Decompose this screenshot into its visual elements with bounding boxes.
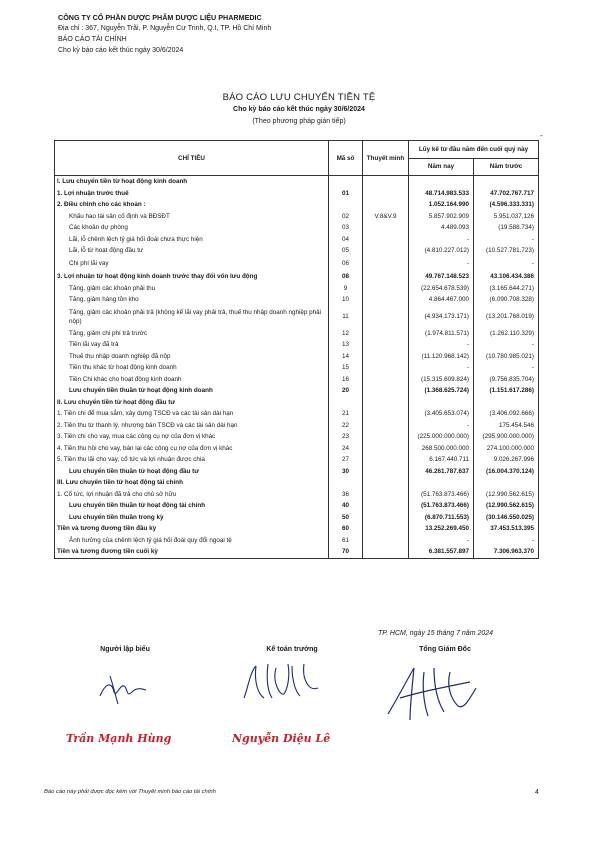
row-value-this-year: 6.381.557.897 [409,546,474,558]
row-item-label: Lưu chuyển tiền thuần từ hoạt động tài chính [55,500,329,512]
company-header [58,12,271,56]
row-value-this-year: 49.767.148.523 [409,270,474,283]
row-value-this-year: 1.052.164.990 [409,199,474,211]
row-value-this-year: (51.763.873.466) [409,500,474,512]
row-value-this-year: 5.857.902.909 [409,211,474,223]
row-note [363,176,409,188]
footer-note: Báo cáo này phải được đọc kèm với Thuyết minh báo cáo tài chính [44,789,216,795]
table-row [55,176,539,188]
row-code: 06 [329,257,363,270]
row-note [363,294,409,306]
row-value-last-year: - [474,362,539,374]
row-value-last-year: 274.100.000.000 [474,443,539,455]
row-code: 60 [329,523,363,535]
row-item-label: 2. Tiền thu từ thanh lý, nhượng bán TSCĐ và các tài sản dài hạn [55,420,329,432]
row-value-this-year: (11.120.968.142) [409,351,474,363]
row-value-this-year: (6.870.711.553) [409,512,474,524]
row-code: 22 [329,420,363,432]
table-row [55,443,539,455]
table-row [55,351,539,363]
chief-accountant-name: Nguyễn Diệu Lê [232,732,331,745]
row-code [329,176,363,188]
row-item-label: 1. Cổ tức, lợi nhuận đã trả cho chủ sở hữu [55,489,329,501]
row-value-last-year: 9.026.267.996 [474,454,539,466]
row-note [363,245,409,257]
row-code [329,199,363,211]
row-value-this-year: (4.934.173.171) [409,306,474,328]
row-value-last-year [474,176,539,188]
table-row [55,328,539,340]
row-code: 12 [329,328,363,340]
row-item-label: Thuế thu nhập doanh nghiệp đã nộp [55,351,329,363]
row-code: 23 [329,431,363,443]
row-item-label: Chi phí lãi vay [55,257,329,270]
row-note [363,328,409,340]
row-item-label: Tăng, giảm các khoản phải thu [55,283,329,295]
table-row [55,512,539,524]
row-value-last-year: - [474,535,539,547]
table-row [55,454,539,466]
table-row [55,257,539,270]
row-value-last-year: (30.146.550.025) [474,512,539,524]
row-value-this-year: 268.500.000.000 [409,443,474,455]
row-value-this-year: - [409,339,474,351]
row-value-this-year: (51.763.873.466) [409,489,474,501]
row-code: 13 [329,339,363,351]
row-value-last-year: (1.262.110.329) [474,328,539,340]
row-value-last-year: 43.106.434.386 [474,270,539,283]
row-value-this-year: - [409,234,474,246]
table-row [55,535,539,547]
table-row [55,339,539,351]
header-this-year: Năm nay [409,158,474,176]
row-note [363,339,409,351]
row-note [363,535,409,547]
row-item-label: Tăng, giảm hàng tồn kho [55,294,329,306]
row-note [363,512,409,524]
table-row [55,397,539,409]
row-code: 08 [329,270,363,283]
row-item-label: 5. Tiền thu lãi cho vay, cổ tức và lợi nhuận được chia [55,454,329,466]
row-code [329,397,363,409]
row-value-last-year: (1.151.617.286) [474,385,539,397]
row-value-this-year: 48.714.983.533 [409,188,474,200]
row-item-label: Tiền Chi khác cho hoạt động kinh doanh [55,374,329,386]
row-code: 9 [329,283,363,295]
row-value-last-year: (9.756.835.704) [474,374,539,386]
table-row [55,362,539,374]
row-code: 05 [329,245,363,257]
row-note [363,546,409,558]
row-item-label: 3. Lợi nhuận từ hoạt động kinh doanh trước thay đổi vốn lưu động [55,270,329,283]
table-row [55,500,539,512]
table-row [55,374,539,386]
row-value-this-year: - [409,257,474,270]
row-value-this-year: (22.654.678.539) [409,283,474,295]
chief-accountant-title: Kế toán trưởng [266,646,318,653]
header-code: Mã số [329,141,363,176]
row-item-label: 4. Tiền thu hồi cho vay, bán lại các công cụ nợ của đơn vị khác [55,443,329,455]
row-value-last-year: (13.201.768.019) [474,306,539,328]
row-note [363,454,409,466]
row-value-last-year: 47.702.767.717 [474,188,539,200]
row-code: 61 [329,535,363,547]
row-code [329,477,363,489]
table-row [55,523,539,535]
row-value-this-year: 6.167.440.711 [409,454,474,466]
table-row [55,431,539,443]
row-item-label: I. Lưu chuyển tiền từ hoạt động kinh doanh [55,176,329,188]
table-row [55,199,539,211]
row-note [363,385,409,397]
header-item: CHỈ TIÊU [55,141,329,176]
row-code: 01 [329,188,363,200]
row-value-last-year: (16.004.370.124) [474,466,539,478]
row-item-label: Tăng, giảm các khoản phải trả (không kể lãi vay phải trả, thuế thu nhập doanh nghiệp phải nộp) [55,306,329,328]
row-item-label: 1. Lợi nhuận trước thuế [55,188,329,200]
row-item-label: Khấu hao tài sản cố định và BĐSĐT [55,211,329,223]
row-code: 36 [329,489,363,501]
table-row [55,420,539,432]
row-value-last-year: 37.453.513.395 [474,523,539,535]
row-value-this-year: (15.315.609.824) [409,374,474,386]
row-note [363,443,409,455]
row-item-label: 2. Điều chỉnh cho các khoản : [55,199,329,211]
row-item-label: Lưu chuyển tiền thuần trong kỳ [55,512,329,524]
row-item-label: Tăng, giảm chi phí trả trước [55,328,329,340]
table-row [55,546,539,558]
row-code: 11 [329,306,363,328]
row-value-last-year: (4.596.333.331) [474,199,539,211]
director-title: Tổng Giám Đốc [419,646,471,653]
table-row [55,477,539,489]
row-code: 03 [329,222,363,234]
row-note [363,222,409,234]
row-item-label: 3. Tiền chi cho vay, mua các công cụ nợ của đơn vị khác [55,431,329,443]
row-note: V.8&V.9 [363,211,409,223]
row-code: 24 [329,443,363,455]
row-item-label: Tiền và tương đương tiền đầu kỳ [55,523,329,535]
table-row [55,385,539,397]
row-value-this-year [409,397,474,409]
row-value-last-year: (3.406.092.666) [474,408,539,420]
row-note [363,374,409,386]
row-note [363,523,409,535]
row-note [363,306,409,328]
row-value-last-year: (19.588.734) [474,222,539,234]
row-value-this-year [409,176,474,188]
row-code: 20 [329,385,363,397]
row-value-last-year [474,477,539,489]
table-row [55,294,539,306]
row-code: 40 [329,500,363,512]
row-code: 50 [329,512,363,524]
row-note [363,489,409,501]
row-code: 04 [329,234,363,246]
row-value-last-year [474,397,539,409]
table-row [55,245,539,257]
row-item-label: Lãi, lỗ từ hoạt động đầu tư [55,245,329,257]
row-note [363,397,409,409]
row-item-label: 1. Tiền chi để mua sắm, xây dựng TSCĐ và các tài sản dài hạn [55,408,329,420]
report-type: BÁO CÁO TÀI CHÍNH [58,36,127,43]
report-subtitle: Cho kỳ báo cáo kết thúc ngày 30/6/2024 [233,106,365,113]
report-method: (Theo phương pháp gián tiếp) [252,118,346,125]
row-value-last-year: (6.090.708.328) [474,294,539,306]
header-cumulative: Lũy kế từ đầu năm đến cuối quý này [409,141,539,159]
row-note [363,283,409,295]
row-value-last-year: (10.527.781.723) [474,245,539,257]
company-address: Địa chỉ : 367, Nguyễn Trãi, P. Nguyễn Cư Trinh, Q.I, TP. Hồ Chí Minh [58,25,272,32]
director-signature [380,658,490,728]
row-value-this-year: (1.368.625.724) [409,385,474,397]
row-value-last-year: - [474,257,539,270]
row-value-this-year: (4.810.227.012) [409,245,474,257]
table-row [55,408,539,420]
table-row [55,270,539,283]
table-row [55,466,539,478]
row-code: 30 [329,466,363,478]
table-row [55,283,539,295]
row-item-label: Lãi, lỗ chênh lệch tỷ giá hối đoái chưa thực hiện [55,234,329,246]
preparer-signature [96,668,156,708]
table-row [55,211,539,223]
row-value-last-year: - [474,234,539,246]
row-value-this-year: (225.000.000.000) [409,431,474,443]
row-code: 02 [329,211,363,223]
row-note [363,270,409,283]
row-note [363,188,409,200]
row-value-this-year: (1.974.811.571) [409,328,474,340]
row-value-this-year: 4.864.467.000 [409,294,474,306]
row-value-this-year: - [409,420,474,432]
row-item-label: Lưu chuyển tiền thuần từ hoạt động kinh doanh [55,385,329,397]
row-value-last-year: 7.306.963.370 [474,546,539,558]
row-item-label: Tiền và tương đương tiền cuối kỳ [55,546,329,558]
row-note [363,408,409,420]
row-note [363,500,409,512]
row-item-label: Tiền thu khác từ hoạt động kinh doanh [55,362,329,374]
row-value-last-year: - [474,339,539,351]
row-item-label: II. Lưu chuyển tiền từ hoạt động đầu tư [55,397,329,409]
row-value-this-year [409,477,474,489]
header-note: Thuyết minh [363,141,409,176]
row-value-last-year: (295.900.000.000) [474,431,539,443]
row-note [363,362,409,374]
row-code: 16 [329,374,363,386]
row-code: 70 [329,546,363,558]
row-code: 15 [329,362,363,374]
row-value-last-year: (10.780.985.021) [474,351,539,363]
company-name: CÔNG TY CỔ PHẦN DƯỢC PHẨM DƯỢC LIỆU PHARMEDIC [58,13,262,22]
row-note [363,477,409,489]
row-code: 27 [329,454,363,466]
table-row [55,222,539,234]
row-value-last-year: 175.454.546 [474,420,539,432]
report-period: Cho kỳ báo cáo kết thúc ngày 30/6/2024 [58,47,184,54]
row-code: 10 [329,294,363,306]
row-value-last-year: 5.951.037.126 [474,211,539,223]
row-code: 14 [329,351,363,363]
table-row [55,188,539,200]
row-item-label: Lưu chuyển tiền thuần từ hoạt động đầu tư [55,466,329,478]
table-row [55,306,539,328]
row-item-label: III. Lưu chuyển tiền từ hoạt động tài chính [55,477,329,489]
page-number: 4 [535,789,539,796]
row-value-this-year: - [409,535,474,547]
unit-dash: - [540,131,543,140]
row-item-label: Các khoản dự phòng [55,222,329,234]
table-row [55,234,539,246]
preparer-name: Trần Mạnh Hùng [66,732,172,745]
table-row [55,489,539,501]
row-note [363,431,409,443]
header-last-year: Năm trước [474,158,539,176]
row-code: 21 [329,408,363,420]
row-note [363,420,409,432]
signature-date: TP. HCM, ngày 15 tháng 7 năm 2024 [378,630,494,637]
row-value-this-year: 4.489.093 [409,222,474,234]
report-title: BÁO CÁO LƯU CHUYỂN TIỀN TỆ [222,92,376,103]
chief-accountant-signature [238,658,328,708]
row-value-this-year: 13.252.269.450 [409,523,474,535]
row-value-this-year: 46.261.787.637 [409,466,474,478]
preparer-title: Người lập biểu [100,646,150,653]
row-item-label: Ảnh hưởng của chênh lệch tỷ giá hối đoái quy đổi ngoại tệ [55,535,329,547]
row-value-last-year: (12.990.562.615) [474,489,539,501]
row-note [363,466,409,478]
row-value-last-year: (12.990.562.615) [474,500,539,512]
row-note [363,257,409,270]
row-note [363,351,409,363]
row-value-this-year: (3.405.653.074) [409,408,474,420]
row-note [363,234,409,246]
row-item-label: Tiền lãi vay đã trả [55,339,329,351]
row-note [363,199,409,211]
cash-flow-table [54,140,539,559]
row-value-last-year: (3.165.644.271) [474,283,539,295]
row-value-this-year: - [409,362,474,374]
